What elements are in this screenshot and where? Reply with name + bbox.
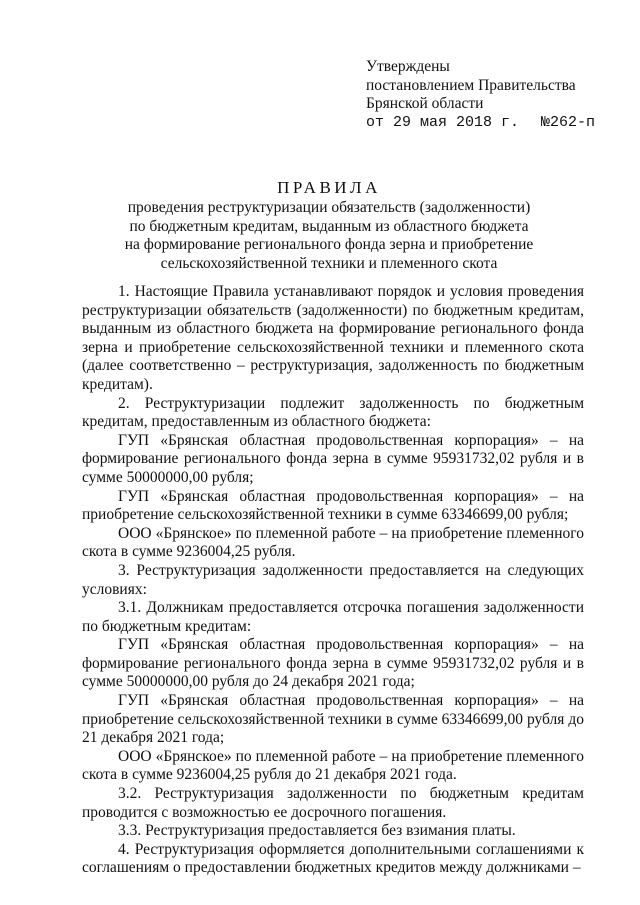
paragraph: ГУП «Брянская областная продовольственная корпорация» – на формирование регионального фонда зерна в сумме 95931732,02 рубля и в сумме 50000000,00 рубля до 24 декабря 2021 года;: [82, 636, 584, 691]
paragraph: ГУП «Брянская областная продовольственная корпорация» – на приобретение сельскохозяйственной техники в сумме 63346699,00 рубля до 21 декабря 2021 года;: [82, 692, 584, 747]
paragraph: 3.2. Реструктуризация задолженности по бюджетным кредитам проводится с возможностью ее досрочного погашения.: [82, 785, 584, 821]
subtitle-line-3: на формирование регионального фонда зерна и приобретение: [124, 236, 534, 254]
document-body: [82, 283, 584, 878]
subtitle-line-4: сельскохозяйственной техники и племенного скота: [160, 254, 498, 272]
paragraph: 4. Реструктуризация оформляется дополнительными соглашениями к соглашениям о предоставлении бюджетных кредитов между должниками –: [82, 840, 584, 877]
approval-stamp: [366, 58, 616, 132]
paragraph: ООО «Брянское» по племенной работе – на приобретение племенного скота в сумме 9236004,25 рубля.: [82, 524, 584, 561]
paragraph: 2. Реструктуризации подлежит задолженность по бюджетным кредитам, предоставленным из областного бюджета:: [82, 394, 584, 431]
paragraph: ГУП «Брянская областная продовольственная корпорация» – на приобретение сельскохозяйственной техники в сумме 63346699,00 рубля;: [82, 487, 584, 524]
paragraph: ГУП «Брянская областная продовольственная корпорация» – на формирование регионального фонда зерна в сумме 95931732,02 рубля и в сумме 50000000,00 рубля;: [82, 431, 584, 486]
approval-line-2: постановлением Правительства: [366, 76, 576, 94]
paragraph: 3. Реструктуризация задолженности предоставляется на следующих условиях:: [82, 561, 584, 598]
approval-number: №262-п: [541, 113, 596, 131]
document-title: ПРАВИЛА: [277, 178, 381, 197]
paragraph: 3.3. Реструктуризация предоставляется без взимания платы.: [118, 822, 516, 840]
subtitle-line-2: по бюджетным кредитам, выданным из областного бюджета: [129, 217, 529, 235]
subtitle-line-1: проведения реструктуризации обязательств (задолженности): [127, 199, 531, 216]
paragraph: 3.1. Должникам предоставляется отсрочка погашения задолженности по бюджетным кредитам:: [82, 599, 584, 635]
title-block: [64, 178, 594, 273]
approval-date: от 29 мая 2018 г.: [366, 113, 520, 131]
paragraph: 1. Настоящие Правила устанавливают порядок и условия проведения реструктуризации обязательств (задолженности) по бюджетным кредитам, выданным из областного бюджета на формирование регионального фонда зерна и приобретение сельскохозяйственной техники и племенного скота (далее соответственно – реструктуризация, задолженность по бюджетным кредитам).: [82, 283, 584, 393]
approval-date-line: [366, 114, 616, 133]
paragraph: ООО «Брянское» по племенной работе – на приобретение племенного скота в сумме 9236004,25 рубля до 21 декабря 2021 года.: [82, 747, 584, 784]
approval-line-1: Утверждены: [366, 58, 450, 75]
approval-line-3: Брянской области: [366, 95, 484, 113]
